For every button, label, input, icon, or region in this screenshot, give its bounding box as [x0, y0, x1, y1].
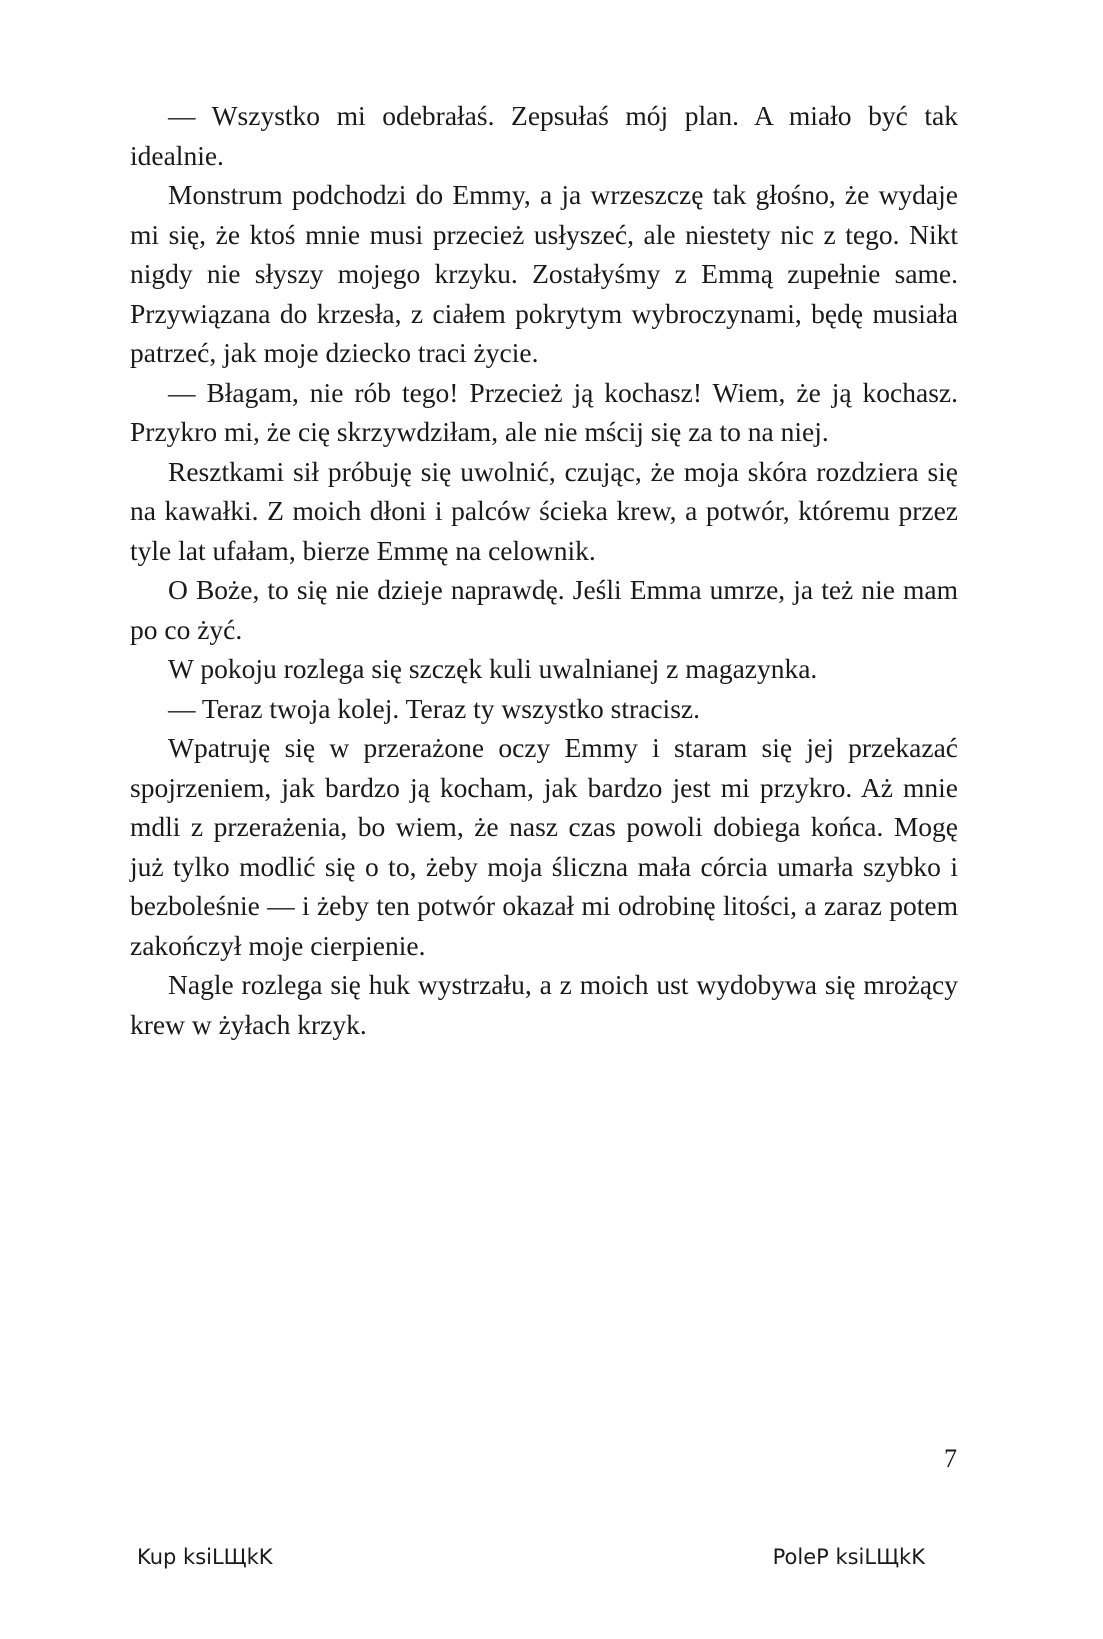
paragraph: O Boże, to się nie dzieje naprawdę. Jeśli Emma umrze, ja też nie mam po co żyć.: [130, 574, 958, 645]
page-number: 7: [944, 1444, 957, 1473]
paragraph: Wpatruję się w przerażone oczy Emmy i staram się jej przekazać spojrzeniem, jak bardzo ją kocham, jak bardzo jest mi przykro. Aż mnie mdli z przerażenia, bo wiem, że nasz czas powoli dobiega końca. Mogę już tylko modlić się o to, żeby moja śliczna mała córcia umarła szybko i bezboleśnie — i żeby ten potwór okazał mi odrobinę litości, a zaraz potem zakończył moje cierpienie.: [130, 732, 958, 961]
paragraph: — Teraz twoja kolej. Teraz ty wszystko stracisz.: [168, 692, 700, 724]
paragraph: — Błagam, nie rób tego! Przecież ją kochasz! Wiem, że ją kochasz. Przykro mi, że cię skrzywdziłam, ale nie mścij się za to na niej.: [130, 376, 958, 447]
paragraph: — Wszystko mi odebrałaś. Zepsułaś mój plan. A miało być tak idealnie.: [130, 100, 958, 171]
buy-book-link[interactable]: Kup ksiLЩkK: [137, 1545, 273, 1569]
paragraph: W pokoju rozlega się szczęk kuli uwalnianej z magazynka.: [168, 653, 818, 684]
body-text: [130, 96, 958, 1044]
paragraph: Resztkami sił próbuję się uwolnić, czując, że moja skóra rozdziera się na kawałki. Z moich dłoni i palców ścieka krew, a potwór, któremu przez tyle lat ufałam, bierze Emmę na celownik.: [130, 455, 958, 566]
paragraph: Monstrum podchodzi do Emmy, a ja wrzeszczę tak głośno, że wydaje mi się, że ktoś mnie musi przecież usłyszeć, ale niestety nic z tego. Nikt nigdy nie słyszy mojego krzyku. Zostałyśmy z Emmą zupełnie same. Przywiązana do krzesła, z ciałem pokrytym wybroczynami, będę musiała patrzeć, jak moje dziecko traci życie.: [130, 179, 958, 368]
recommend-book-link[interactable]: PoleP ksiLЩkK: [772, 1545, 925, 1569]
paragraph: Nagle rozlega się huk wystrzału, a z moich ust wydobywa się mrożący krew w żyłach krzyk.: [130, 969, 958, 1040]
